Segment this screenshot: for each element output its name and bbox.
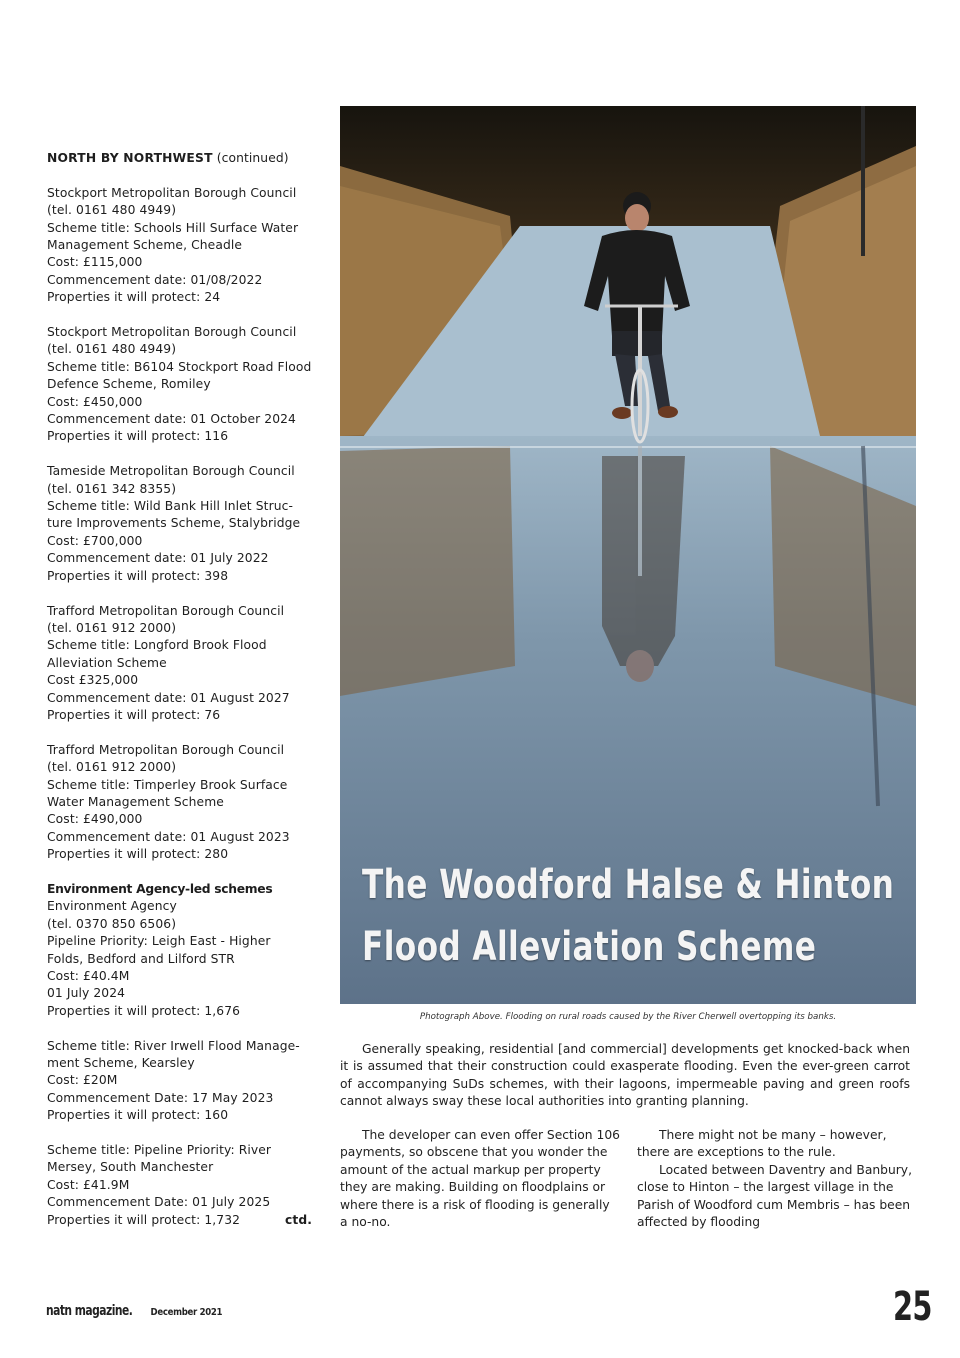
scheme-entry (47, 463, 322, 585)
scheme-council: Trafford Metropolitan Borough Council (47, 742, 285, 757)
scheme-properties: Properties it will protect: 116 (47, 429, 229, 444)
continued-marker: ctd. (285, 1212, 313, 1227)
ea-subheading: Environment Agency-led schemes (47, 881, 273, 896)
scheme-date: 01 July 2024 (47, 986, 126, 1001)
scheme-title-cont: Folds, Bedford and Lilford STR (47, 951, 235, 966)
scheme-list (47, 150, 322, 1246)
scheme-cost: Cost: £20M (47, 1073, 118, 1088)
scheme-title: Scheme title: River Irwell Flood Manage- (47, 1038, 300, 1053)
scheme-date: Commencement Date: 17 May 2023 (47, 1090, 274, 1105)
scheme-cost: Cost £325,000 (47, 673, 139, 688)
article-column-right (637, 1127, 912, 1231)
scheme-properties: Properties it will protect: 160 (47, 1108, 229, 1123)
article-paragraph: There might not be many – however, there are exceptions to the rule. (637, 1128, 887, 1160)
article-paragraph: Located between Daventry and Banbury, close to Hinton – the largest village in the Parish of Woodford cum Membris – has been affected by flooding (637, 1162, 912, 1230)
scheme-properties-line (47, 1212, 322, 1229)
scheme-title: Scheme title: Longford Brook Flood (47, 638, 267, 653)
section-title: NORTH BY NORTHWEST (47, 151, 213, 165)
photo-title-line2: Flood Alleviation Scheme (362, 924, 817, 970)
scheme-title: Scheme title: Wild Bank Hill Inlet Struc- (47, 499, 294, 514)
scheme-cost: Cost: £41.9M (47, 1177, 130, 1192)
scheme-title-cont: Management Scheme, Cheadle (47, 238, 243, 253)
article-paragraph: Generally speaking, residential [and commercial] developments get knocked-back when it is assumed that their construction could exasperate flooding. Even the ever-green carrot of accompanying SuDs schemes, with their lagoons, impermeable paving and green roofs cannot always sway these local authorities into granting planning. (340, 1042, 910, 1109)
scheme-phone: (tel. 0161 912 2000) (47, 760, 177, 775)
article-paragraph: The developer can even offer Section 106 payments, so obscene that you wonder the amount of the actual markup per property they are making. Building on floodplains or where there is a risk of flooding is generally a no-no. (340, 1128, 620, 1230)
scheme-council: Stockport Metropolitan Borough Council (47, 185, 297, 200)
scheme-date: Commencement date: 01 August 2023 (47, 829, 290, 844)
scheme-title: Scheme title: B6104 Stockport Road Flood (47, 359, 312, 374)
scheme-council: Trafford Metropolitan Borough Council (47, 603, 285, 618)
flood-photo (340, 106, 916, 1004)
article-intro (340, 1041, 910, 1111)
scheme-title-cont: ment Scheme, Kearsley (47, 1056, 195, 1071)
scheme-council: Stockport Metropolitan Borough Council (47, 325, 297, 340)
scheme-entry (47, 742, 322, 864)
scheme-cost: Cost: £450,000 (47, 394, 143, 409)
scheme-date: Commencement Date: 01 July 2025 (47, 1195, 271, 1210)
scheme-date: Commencement date: 01 July 2022 (47, 551, 269, 566)
page-number: 25 (893, 1284, 932, 1330)
scheme-properties: Properties it will protect: 1,732 (47, 1212, 241, 1227)
scheme-council: Tameside Metropolitan Borough Council (47, 464, 295, 479)
scheme-phone: (tel. 0370 850 6506) (47, 916, 177, 931)
photo-title (362, 854, 908, 978)
scheme-title-cont: ture Improvements Scheme, Stalybridge (47, 516, 301, 531)
scheme-title-cont: Water Management Scheme (47, 794, 224, 809)
scheme-properties: Properties it will protect: 280 (47, 847, 229, 862)
magazine-name: natn magazine. (46, 1303, 133, 1319)
article-column-left (340, 1127, 620, 1231)
scheme-date: Commencement date: 01 August 2027 (47, 690, 290, 705)
scheme-title: Scheme title: Timperley Brook Surface (47, 777, 288, 792)
scheme-cost: Cost: £700,000 (47, 533, 143, 548)
scheme-title-cont: Defence Scheme, Romiley (47, 377, 211, 392)
scheme-properties: Properties it will protect: 1,676 (47, 1003, 241, 1018)
scheme-entry (47, 324, 322, 446)
scheme-entry (47, 185, 322, 307)
scheme-properties: Properties it will protect: 398 (47, 568, 229, 583)
photo-caption: Photograph Above. Flooding on rural roads caused by the River Cherwell overtopping its banks. (419, 1012, 837, 1022)
scheme-date: Commencement date: 01 October 2024 (47, 412, 296, 427)
section-heading (47, 150, 322, 167)
ea-scheme-entry (47, 881, 322, 1020)
scheme-properties: Properties it will protect: 76 (47, 707, 221, 722)
scheme-cost: Cost: £115,000 (47, 255, 143, 270)
scheme-cost: Cost: £40.4M (47, 969, 130, 983)
issue-date: December 2021 (150, 1307, 223, 1318)
ea-scheme-entry (47, 1038, 322, 1125)
scheme-properties: Properties it will protect: 24 (47, 290, 221, 305)
scheme-council: Environment Agency (47, 899, 177, 914)
scheme-title: Pipeline Priority: Leigh East - Higher (47, 934, 271, 949)
scheme-title: Scheme title: Schools Hill Surface Water (47, 220, 299, 235)
scheme-phone: (tel. 0161 480 4949) (47, 342, 177, 357)
scheme-date: Commencement date: 01/08/2022 (47, 272, 263, 287)
footer-masthead (46, 1300, 234, 1319)
scheme-cost: Cost: £490,000 (47, 812, 143, 827)
ea-scheme-entry (47, 1142, 322, 1229)
scheme-title: Scheme title: Pipeline Priority: River (47, 1143, 272, 1158)
scheme-title-cont: Alleviation Scheme (47, 655, 167, 670)
photo-title-line1: The Woodford Halse & Hinton (362, 862, 895, 908)
scheme-title-cont: Mersey, South Manchester (47, 1160, 214, 1175)
scheme-phone: (tel. 0161 912 2000) (47, 620, 177, 635)
scheme-entry (47, 603, 322, 725)
section-continued: (continued) (216, 151, 289, 165)
scheme-phone: (tel. 0161 342 8355) (47, 481, 177, 496)
scheme-phone: (tel. 0161 480 4949) (47, 203, 177, 218)
